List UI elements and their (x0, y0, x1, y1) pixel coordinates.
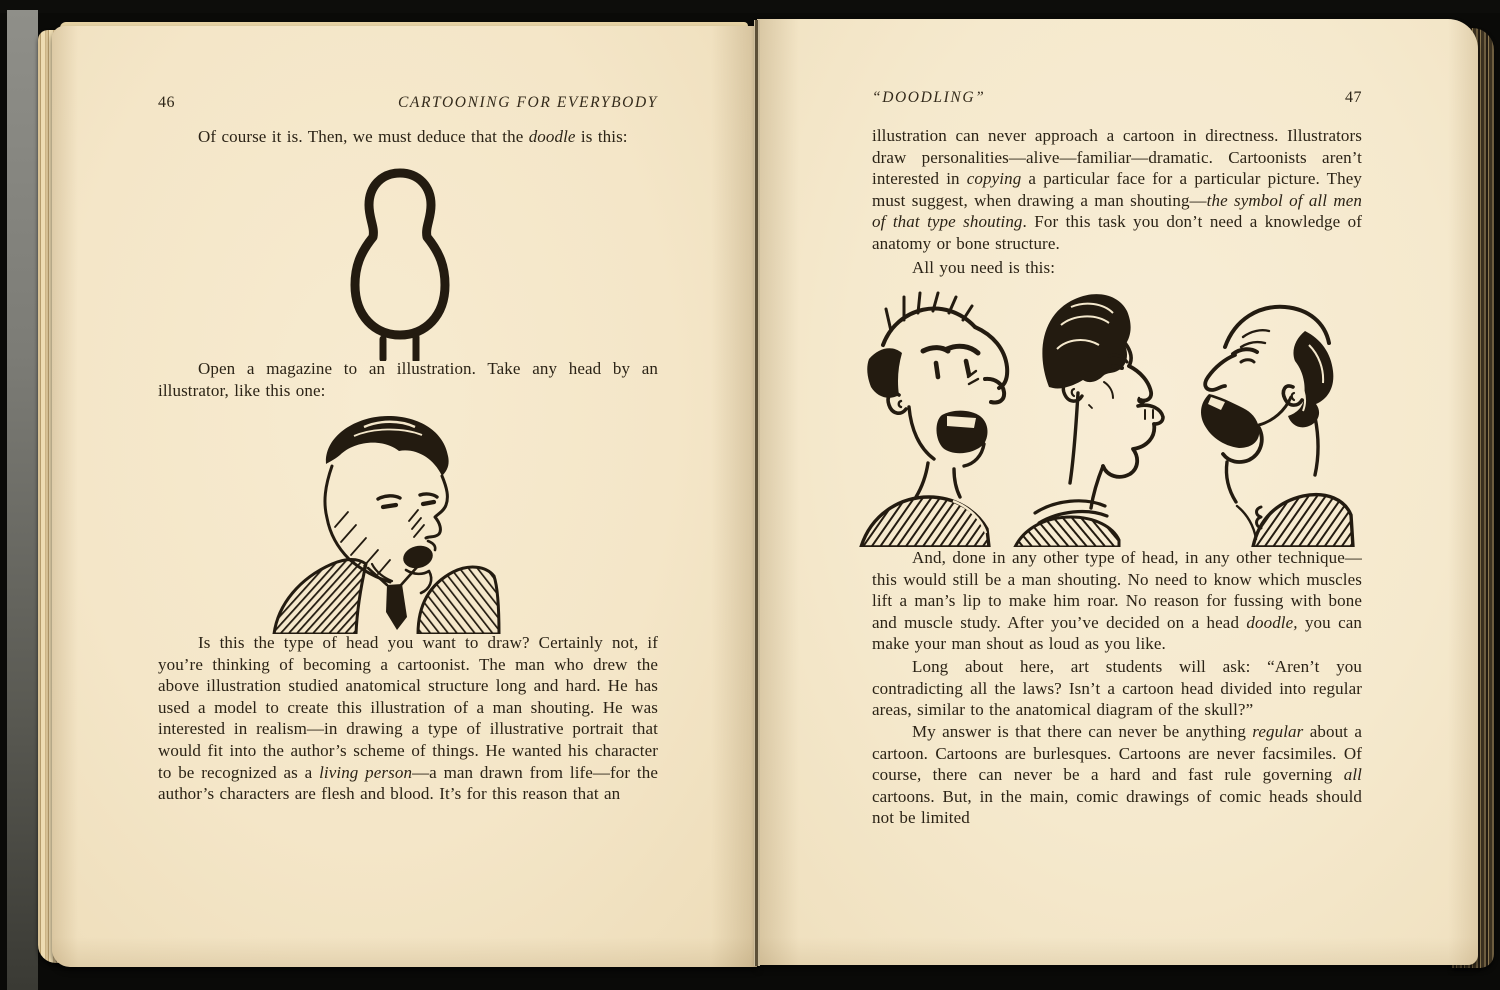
page-number-right: 47 (1345, 89, 1362, 106)
photo-black-border-top (0, 0, 1500, 13)
page-number-left: 46 (158, 94, 175, 111)
book-gutter-seam (754, 20, 760, 966)
doodle-drawing (340, 166, 460, 366)
body-paragraph: Of course it is. Then, we must deduce that the doodle is this: (198, 127, 628, 146)
body-paragraph: Long about here, art students will ask: “Aren’t you contradicting all the laws? Isn’t a cartoon head divided into regular areas, similar to the anatomical diagram of the skull?” (872, 657, 1362, 720)
body-paragraph: All you need is this: (912, 258, 1056, 277)
body-paragraph: My answer is that there can never be anything regular about a cartoon. Cartoons are burlesques. Cartoons are never facsimiles. Of course, there can never be a hard and fast rule governing all cartoons. But, in the main, comic drawings of comic heads should not be limited (872, 722, 1362, 828)
right-page (757, 19, 1478, 965)
left-page (52, 26, 757, 967)
right-page-header-row (872, 89, 1362, 107)
body-paragraph: Open a magazine to an illustration. Take any head by an illustrator, like this one: (158, 359, 658, 400)
left-page-header-row (158, 94, 658, 112)
cartoon-heads-drawing (857, 285, 1365, 552)
body-paragraph: illustration can never approach a cartoon in directness. Illustrators draw personalities—alive—familiar—dramatic. Cartoonists aren’t interested in copying a particular face for a particular picture. They must suggest, when drawing a man shouting—the symbol of all men of that type shouting. For this task you don’t need a knowledge of anatomy or bone structure. (872, 126, 1362, 253)
book-cover-edge-left (7, 10, 38, 990)
body-paragraph: Is this the type of head you want to draw? Certainly not, if you’re thinking of becoming a cartoonist. The man who drew the above illustration studied anatomical structure long and hard. He has used a model to create this illustration of a man shouting. He was interested in realism—in drawing a type of illustrative portrait that would fit into the author’s scheme of things. He wanted his character to be recognized as a living person—a man drawn from life—for the author’s characters are flesh and blood. It’s for this reason that an (158, 633, 658, 804)
body-paragraph: And, done in any other type of head, in any other technique—this would still be a man shouting. No need to know which muscles lift a man’s lip to make him roar. No reason for fussing with bone and muscle study. After you’ve decided on a head doodle, you can make your man shout as loud as you like. (872, 548, 1362, 654)
running-header-right: “DOODLING” (872, 89, 986, 106)
illustrator-head-drawing (268, 404, 504, 639)
running-header-left: CARTOONING FOR EVERYBODY (397, 94, 658, 111)
